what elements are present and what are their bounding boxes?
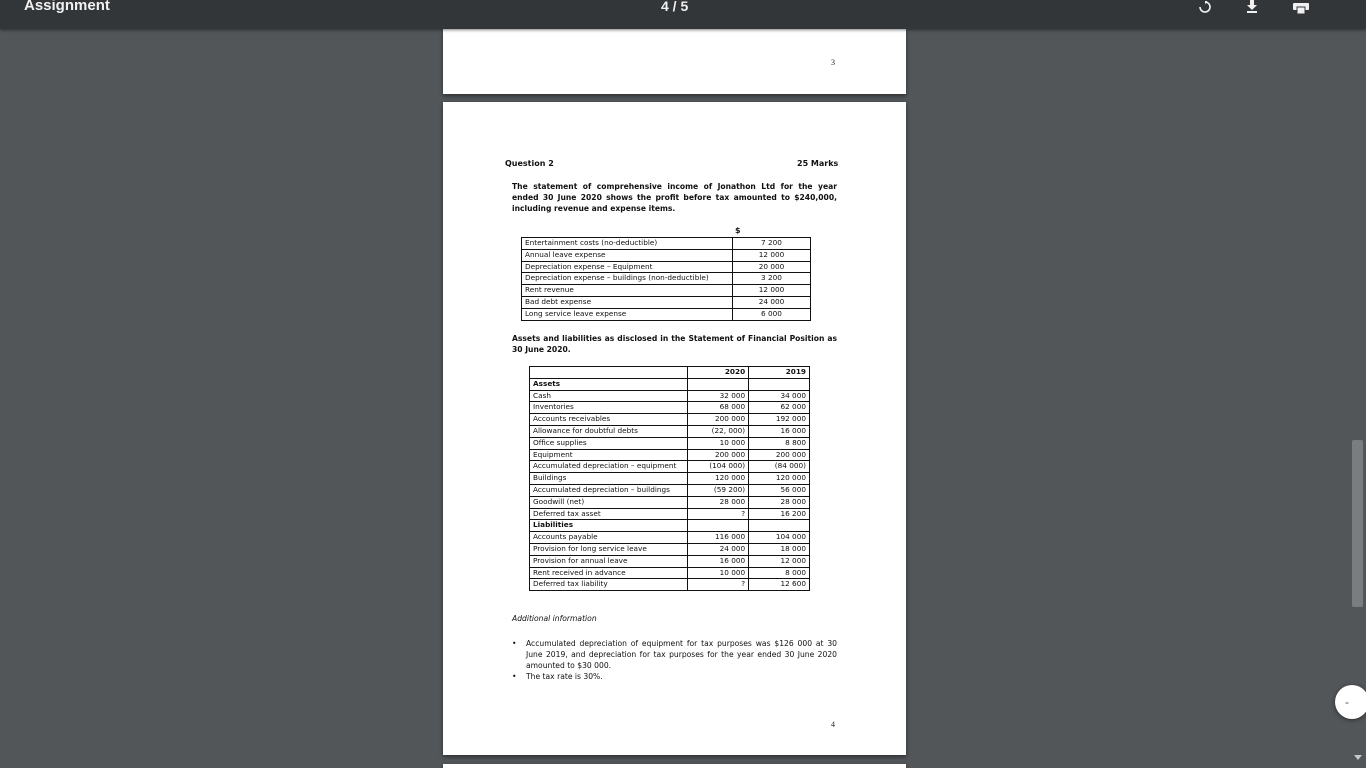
question-marks: 25 Marks bbox=[797, 159, 839, 168]
value-2020: 24 000 bbox=[688, 543, 749, 555]
value-2020 bbox=[688, 378, 749, 390]
financial-position-table bbox=[529, 366, 810, 591]
additional-info-list bbox=[512, 638, 837, 682]
scrollbar[interactable] bbox=[1350, 29, 1366, 768]
value-2020: 200 000 bbox=[688, 414, 749, 426]
table-row bbox=[530, 508, 810, 520]
table-row bbox=[530, 437, 810, 449]
item-value: 12 000 bbox=[733, 285, 811, 297]
value-2020: (59 200) bbox=[688, 484, 749, 496]
item-label: Rent revenue bbox=[522, 285, 733, 297]
income-items-table bbox=[521, 237, 811, 321]
download-icon bbox=[1245, 0, 1259, 14]
print-button[interactable] bbox=[1289, 0, 1313, 14]
list-item: • The tax rate is 30%. bbox=[512, 671, 837, 682]
table-row bbox=[530, 449, 810, 461]
row-label: Accumulated depreciation – equipment bbox=[530, 461, 688, 473]
table-row bbox=[530, 555, 810, 567]
value-2019: 8 000 bbox=[749, 567, 810, 579]
row-label: Rent received in advance bbox=[530, 567, 688, 579]
zoom-fab-button[interactable] bbox=[1335, 685, 1366, 719]
row-label: Provision for long service leave bbox=[530, 543, 688, 555]
row-label: Accumulated depreciation – buildings bbox=[530, 484, 688, 496]
download-button[interactable] bbox=[1240, 0, 1264, 14]
question-title: Question 2 bbox=[505, 159, 554, 168]
value-2020: 32 000 bbox=[688, 390, 749, 402]
item-value: 20 000 bbox=[733, 261, 811, 273]
value-2019: 120 000 bbox=[749, 473, 810, 485]
table-row bbox=[522, 273, 811, 285]
table-row bbox=[530, 390, 810, 402]
table-row bbox=[522, 308, 811, 320]
table-row bbox=[530, 532, 810, 544]
value-2020: 68 000 bbox=[688, 402, 749, 414]
document-title: Assignment bbox=[24, 0, 110, 14]
value-2019 bbox=[749, 378, 810, 390]
table-row bbox=[522, 296, 811, 308]
item-label: Annual leave expense bbox=[522, 249, 733, 261]
item-label: Depreciation expense – Equipment bbox=[522, 261, 733, 273]
pdf-page-4 bbox=[443, 102, 906, 755]
table-row bbox=[530, 414, 810, 426]
table-row bbox=[522, 249, 811, 261]
item-value: 6 000 bbox=[733, 308, 811, 320]
rotate-button[interactable] bbox=[1193, 0, 1217, 14]
table-row bbox=[522, 285, 811, 297]
value-2019: 56 000 bbox=[749, 484, 810, 496]
item-value: 12 000 bbox=[733, 249, 811, 261]
section-row bbox=[530, 520, 810, 532]
value-2019: (84 000) bbox=[749, 461, 810, 473]
item-label: Depreciation expense – buildings (non-deductible) bbox=[522, 273, 733, 285]
table-row bbox=[530, 461, 810, 473]
value-2019: 12 000 bbox=[749, 555, 810, 567]
pdf-page-3 bbox=[443, 29, 906, 94]
value-2020: 120 000 bbox=[688, 473, 749, 485]
scrollbar-thumb[interactable] bbox=[1352, 440, 1363, 607]
row-label: Accounts receivables bbox=[530, 414, 688, 426]
value-2020: (104 000) bbox=[688, 461, 749, 473]
value-2020: 28 000 bbox=[688, 496, 749, 508]
value-2020: ? bbox=[688, 508, 749, 520]
value-2019: 34 000 bbox=[749, 390, 810, 402]
value-2019: 16 200 bbox=[749, 508, 810, 520]
row-label: Deferred tax liability bbox=[530, 579, 688, 591]
value-2019 bbox=[749, 520, 810, 532]
value-2020: 16 000 bbox=[688, 555, 749, 567]
value-2019: 28 000 bbox=[749, 496, 810, 508]
value-2019: 104 000 bbox=[749, 532, 810, 544]
value-2019: 16 000 bbox=[749, 425, 810, 437]
row-label: Office supplies bbox=[530, 437, 688, 449]
currency-header: $ bbox=[735, 226, 741, 235]
rotate-icon bbox=[1197, 1, 1213, 13]
table-row bbox=[530, 543, 810, 555]
table-header: 2020 bbox=[688, 367, 749, 379]
row-label: Liabilities bbox=[530, 520, 688, 532]
page-indicator: 4 / 5 bbox=[661, 0, 689, 14]
table-row bbox=[530, 425, 810, 437]
additional-info-title: Additional information bbox=[512, 614, 597, 623]
item-label: Long service leave expense bbox=[522, 308, 733, 320]
pdf-page-5 bbox=[443, 764, 906, 768]
value-2019: 8 800 bbox=[749, 437, 810, 449]
value-2020: (22, 000) bbox=[688, 425, 749, 437]
row-label: Deferred tax asset bbox=[530, 508, 688, 520]
pdf-toolbar bbox=[0, 0, 1366, 29]
value-2020: 200 000 bbox=[688, 449, 749, 461]
row-label: Cash bbox=[530, 390, 688, 402]
value-2020 bbox=[688, 520, 749, 532]
item-value: 7 200 bbox=[733, 238, 811, 250]
item-value: 3 200 bbox=[733, 273, 811, 285]
table-row bbox=[530, 402, 810, 414]
list-item: • Accumulated depreciation of equipment for tax purposes was $126 000 at 30 June 2019, and depreciation for tax purposes for the year ended 30 June 2020 amounted to $30 000. bbox=[512, 638, 837, 671]
table-row bbox=[530, 496, 810, 508]
value-2020: 116 000 bbox=[688, 532, 749, 544]
value-2019: 12 600 bbox=[749, 579, 810, 591]
print-icon bbox=[1293, 1, 1309, 14]
value-2019: 192 000 bbox=[749, 414, 810, 426]
row-label: Assets bbox=[530, 378, 688, 390]
item-value: 24 000 bbox=[733, 296, 811, 308]
table-row bbox=[522, 238, 811, 250]
section-row bbox=[530, 378, 810, 390]
minus-icon: - bbox=[1345, 695, 1349, 709]
row-label: Provision for annual leave bbox=[530, 555, 688, 567]
row-label: Equipment bbox=[530, 449, 688, 461]
item-label: Bad debt expense bbox=[522, 296, 733, 308]
table-header: 2019 bbox=[749, 367, 810, 379]
value-2019: 62 000 bbox=[749, 402, 810, 414]
value-2020: 10 000 bbox=[688, 567, 749, 579]
table-row bbox=[522, 261, 811, 273]
value-2019: 200 000 bbox=[749, 449, 810, 461]
table-row bbox=[530, 567, 810, 579]
item-label: Entertainment costs (no-deductible) bbox=[522, 238, 733, 250]
sfp-intro-paragraph: Assets and liabilities as disclosed in the Statement of Financial Position as 30 June 2020. bbox=[512, 334, 837, 354]
row-label: Accounts payable bbox=[530, 532, 688, 544]
value-2019: 18 000 bbox=[749, 543, 810, 555]
table-row bbox=[530, 579, 810, 591]
row-label: Goodwill (net) bbox=[530, 496, 688, 508]
page-number: 3 bbox=[831, 58, 835, 67]
intro-paragraph: The statement of comprehensive income of Jonathon Ltd for the year ended 30 June 2020 shows the profit before tax amounted to $240,000, including revenue and expense items. bbox=[512, 182, 837, 213]
page-number: 4 bbox=[831, 720, 835, 729]
table-header bbox=[530, 367, 688, 379]
row-label: Inventories bbox=[530, 402, 688, 414]
table-row bbox=[530, 473, 810, 485]
value-2020: ? bbox=[688, 579, 749, 591]
row-label: Allowance for doubtful debts bbox=[530, 425, 688, 437]
table-row bbox=[530, 484, 810, 496]
row-label: Buildings bbox=[530, 473, 688, 485]
scroll-down-arrow-icon[interactable] bbox=[1354, 755, 1362, 760]
value-2020: 10 000 bbox=[688, 437, 749, 449]
